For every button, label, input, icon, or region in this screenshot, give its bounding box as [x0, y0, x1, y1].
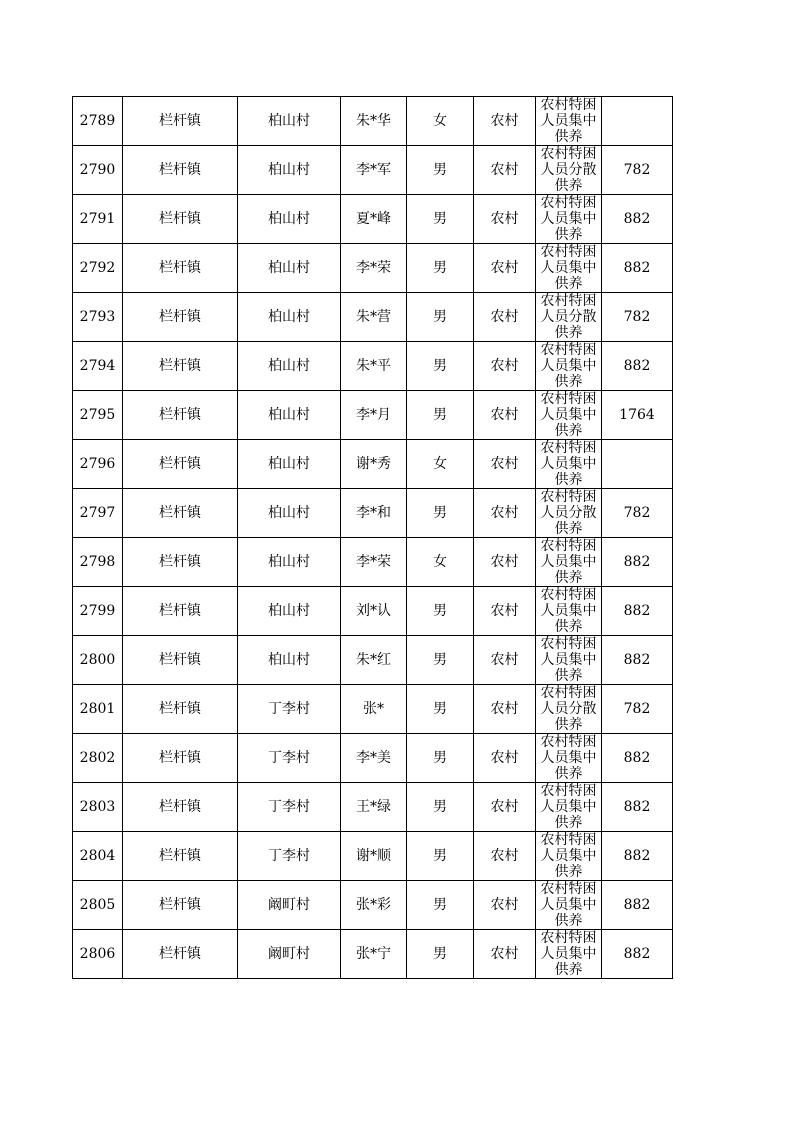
cell-person-name: 夏*峰 — [341, 195, 407, 244]
cell-village: 丁李村 — [238, 832, 341, 881]
table-row — [73, 930, 673, 979]
cell-area: 农村 — [474, 440, 536, 489]
support-type-text: 农村特困人员分散供养 — [540, 685, 597, 733]
cell-town: 栏杆镇 — [123, 342, 238, 391]
support-type-text: 农村特困人员集中供养 — [540, 783, 597, 831]
cell-gender: 女 — [407, 97, 474, 146]
cell-village: 柏山村 — [238, 293, 341, 342]
cell-index: 2792 — [73, 244, 123, 293]
cell-village: 柏山村 — [238, 342, 341, 391]
table-row — [73, 146, 673, 195]
cell-village: 柏山村 — [238, 244, 341, 293]
cell-gender: 男 — [407, 146, 474, 195]
cell-gender: 男 — [407, 783, 474, 832]
cell-person-name: 李*荣 — [341, 244, 407, 293]
relief-roster-table — [72, 96, 673, 979]
cell-area: 农村 — [474, 391, 536, 440]
cell-area: 农村 — [474, 146, 536, 195]
cell-gender: 男 — [407, 195, 474, 244]
cell-support-type — [536, 440, 602, 489]
cell-person-name: 李*军 — [341, 146, 407, 195]
cell-area: 农村 — [474, 342, 536, 391]
cell-person-name: 李*月 — [341, 391, 407, 440]
cell-support-type — [536, 293, 602, 342]
cell-village: 阚町村 — [238, 881, 341, 930]
cell-person-name: 朱*平 — [341, 342, 407, 391]
cell-support-type — [536, 195, 602, 244]
table-body — [73, 97, 673, 979]
cell-amount: 882 — [602, 587, 673, 636]
cell-gender: 男 — [407, 881, 474, 930]
cell-person-name: 朱*红 — [341, 636, 407, 685]
cell-index: 2800 — [73, 636, 123, 685]
cell-town: 栏杆镇 — [123, 97, 238, 146]
cell-amount — [602, 440, 673, 489]
support-type-text: 农村特困人员集中供养 — [540, 538, 597, 586]
support-type-text: 农村特困人员分散供养 — [540, 489, 597, 537]
cell-amount: 882 — [602, 783, 673, 832]
cell-village: 柏山村 — [238, 195, 341, 244]
cell-gender: 男 — [407, 685, 474, 734]
cell-area: 农村 — [474, 538, 536, 587]
cell-index: 2805 — [73, 881, 123, 930]
cell-village: 柏山村 — [238, 489, 341, 538]
cell-town: 栏杆镇 — [123, 538, 238, 587]
cell-town: 栏杆镇 — [123, 685, 238, 734]
support-type-text: 农村特困人员集中供养 — [540, 881, 597, 929]
cell-amount: 782 — [602, 146, 673, 195]
cell-amount: 882 — [602, 342, 673, 391]
cell-person-name: 张* — [341, 685, 407, 734]
cell-support-type — [536, 930, 602, 979]
table-row — [73, 391, 673, 440]
cell-gender: 男 — [407, 832, 474, 881]
cell-index: 2804 — [73, 832, 123, 881]
cell-person-name: 谢*秀 — [341, 440, 407, 489]
cell-town: 栏杆镇 — [123, 832, 238, 881]
support-type-text: 农村特困人员分散供养 — [540, 293, 597, 341]
cell-town: 栏杆镇 — [123, 195, 238, 244]
cell-index: 2801 — [73, 685, 123, 734]
support-type-text: 农村特困人员集中供养 — [540, 195, 597, 243]
cell-area: 农村 — [474, 636, 536, 685]
support-type-text: 农村特困人员分散供养 — [540, 146, 597, 194]
cell-gender: 女 — [407, 440, 474, 489]
cell-village: 柏山村 — [238, 636, 341, 685]
cell-town: 栏杆镇 — [123, 244, 238, 293]
cell-town: 栏杆镇 — [123, 783, 238, 832]
support-type-text: 农村特困人员集中供养 — [540, 734, 597, 782]
table-row — [73, 342, 673, 391]
table-row — [73, 244, 673, 293]
support-type-text: 农村特困人员集中供养 — [540, 930, 597, 978]
cell-amount: 882 — [602, 930, 673, 979]
support-type-text: 农村特困人员集中供养 — [540, 342, 597, 390]
cell-support-type — [536, 391, 602, 440]
table-row — [73, 783, 673, 832]
cell-area: 农村 — [474, 587, 536, 636]
cell-index: 2793 — [73, 293, 123, 342]
table-row — [73, 636, 673, 685]
cell-amount: 882 — [602, 195, 673, 244]
cell-person-name: 张*彩 — [341, 881, 407, 930]
cell-village: 丁李村 — [238, 734, 341, 783]
cell-support-type — [536, 734, 602, 783]
cell-amount: 782 — [602, 293, 673, 342]
cell-amount: 882 — [602, 244, 673, 293]
cell-area: 农村 — [474, 244, 536, 293]
cell-support-type — [536, 538, 602, 587]
cell-area: 农村 — [474, 685, 536, 734]
table-row — [73, 587, 673, 636]
cell-support-type — [536, 685, 602, 734]
cell-gender: 男 — [407, 293, 474, 342]
cell-support-type — [536, 342, 602, 391]
cell-area: 农村 — [474, 832, 536, 881]
cell-area: 农村 — [474, 195, 536, 244]
cell-support-type — [536, 146, 602, 195]
cell-index: 2789 — [73, 97, 123, 146]
table-row — [73, 195, 673, 244]
cell-town: 栏杆镇 — [123, 146, 238, 195]
cell-gender: 男 — [407, 734, 474, 783]
cell-town: 栏杆镇 — [123, 293, 238, 342]
table-row — [73, 734, 673, 783]
cell-index: 2794 — [73, 342, 123, 391]
cell-support-type — [536, 636, 602, 685]
cell-area: 农村 — [474, 881, 536, 930]
cell-gender: 男 — [407, 930, 474, 979]
cell-support-type — [536, 832, 602, 881]
table-row — [73, 538, 673, 587]
cell-support-type — [536, 97, 602, 146]
cell-town: 栏杆镇 — [123, 440, 238, 489]
cell-area: 农村 — [474, 783, 536, 832]
cell-amount: 882 — [602, 832, 673, 881]
cell-village: 柏山村 — [238, 146, 341, 195]
cell-support-type — [536, 244, 602, 293]
cell-area: 农村 — [474, 97, 536, 146]
cell-village: 柏山村 — [238, 538, 341, 587]
cell-index: 2798 — [73, 538, 123, 587]
cell-village: 丁李村 — [238, 783, 341, 832]
cell-person-name: 朱*华 — [341, 97, 407, 146]
cell-person-name: 谢*顺 — [341, 832, 407, 881]
cell-person-name: 李*荣 — [341, 538, 407, 587]
cell-person-name: 王*绿 — [341, 783, 407, 832]
cell-index: 2796 — [73, 440, 123, 489]
support-type-text: 农村特困人员集中供养 — [540, 244, 597, 292]
cell-town: 栏杆镇 — [123, 391, 238, 440]
cell-gender: 男 — [407, 587, 474, 636]
cell-gender: 男 — [407, 391, 474, 440]
cell-village: 丁李村 — [238, 685, 341, 734]
table-row — [73, 489, 673, 538]
cell-village: 阚町村 — [238, 930, 341, 979]
cell-amount — [602, 97, 673, 146]
cell-area: 农村 — [474, 734, 536, 783]
cell-area: 农村 — [474, 293, 536, 342]
cell-gender: 男 — [407, 636, 474, 685]
cell-village: 柏山村 — [238, 97, 341, 146]
cell-town: 栏杆镇 — [123, 881, 238, 930]
support-type-text: 农村特困人员集中供养 — [540, 440, 597, 488]
cell-amount: 882 — [602, 636, 673, 685]
cell-amount: 782 — [602, 489, 673, 538]
cell-area: 农村 — [474, 489, 536, 538]
cell-person-name: 李*美 — [341, 734, 407, 783]
table-row — [73, 832, 673, 881]
cell-index: 2802 — [73, 734, 123, 783]
cell-town: 栏杆镇 — [123, 587, 238, 636]
cell-amount: 882 — [602, 881, 673, 930]
cell-index: 2803 — [73, 783, 123, 832]
table-row — [73, 881, 673, 930]
table-row — [73, 97, 673, 146]
cell-person-name: 刘*认 — [341, 587, 407, 636]
cell-amount: 782 — [602, 685, 673, 734]
support-type-text: 农村特困人员集中供养 — [540, 97, 597, 145]
table-row — [73, 685, 673, 734]
support-type-text: 农村特困人员集中供养 — [540, 636, 597, 684]
cell-gender: 男 — [407, 342, 474, 391]
cell-index: 2791 — [73, 195, 123, 244]
cell-support-type — [536, 881, 602, 930]
cell-town: 栏杆镇 — [123, 734, 238, 783]
cell-town: 栏杆镇 — [123, 489, 238, 538]
support-type-text: 农村特困人员集中供养 — [540, 391, 597, 439]
cell-person-name: 张*宁 — [341, 930, 407, 979]
cell-index: 2799 — [73, 587, 123, 636]
cell-support-type — [536, 783, 602, 832]
cell-person-name: 朱*营 — [341, 293, 407, 342]
cell-support-type — [536, 587, 602, 636]
support-type-text: 农村特困人员集中供养 — [540, 832, 597, 880]
cell-town: 栏杆镇 — [123, 930, 238, 979]
cell-gender: 女 — [407, 538, 474, 587]
cell-person-name: 李*和 — [341, 489, 407, 538]
cell-area: 农村 — [474, 930, 536, 979]
cell-index: 2790 — [73, 146, 123, 195]
cell-index: 2806 — [73, 930, 123, 979]
cell-gender: 男 — [407, 489, 474, 538]
cell-village: 柏山村 — [238, 587, 341, 636]
cell-town: 栏杆镇 — [123, 636, 238, 685]
support-type-text: 农村特困人员集中供养 — [540, 587, 597, 635]
cell-gender: 男 — [407, 244, 474, 293]
cell-amount: 882 — [602, 538, 673, 587]
cell-amount: 882 — [602, 734, 673, 783]
cell-support-type — [536, 489, 602, 538]
cell-village: 柏山村 — [238, 391, 341, 440]
table-row — [73, 293, 673, 342]
cell-index: 2795 — [73, 391, 123, 440]
cell-village: 柏山村 — [238, 440, 341, 489]
cell-amount: 1764 — [602, 391, 673, 440]
cell-index: 2797 — [73, 489, 123, 538]
table-row — [73, 440, 673, 489]
